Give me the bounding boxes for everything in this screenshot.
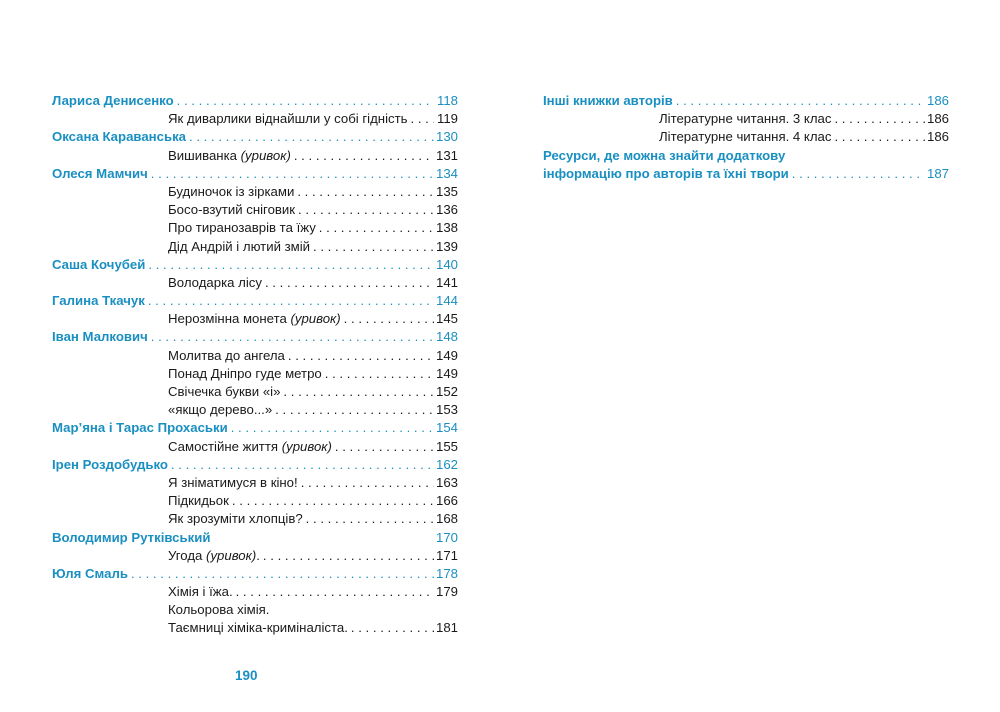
work-title: Про тиранозаврів та їжу [168,220,316,236]
page-ref: 186 [926,93,949,108]
toc-work-entry[interactable] [52,401,458,419]
dot-leader [280,383,434,401]
work-title: Самостійне життя (уривок) [168,438,332,454]
work-title: Хімія і їжа. [168,584,233,600]
dot-leader [272,401,434,419]
work-title: Як зрозуміти хлопців? [168,511,303,527]
dot-leader [303,510,434,528]
page-ref: 118 [436,93,458,108]
page-ref: 168 [435,511,458,527]
dot-leader [408,110,434,128]
toc-work-entry[interactable] [543,128,949,146]
work-title: Як диварлики віднайшли у собі гідність [168,111,408,127]
dot-leader [348,619,434,637]
dot-leader [260,547,434,565]
toc-author-entry[interactable] [52,292,458,310]
page-ref: 134 [435,165,458,181]
toc-section-entry[interactable] [543,147,949,165]
author-name: Ірен Роздобудько [52,456,168,472]
page-ref: 162 [435,456,458,472]
work-title: Понад Дніпро гуде метро [168,365,322,381]
work-title: Підкидьок [168,493,229,509]
page-ref: 171 [435,547,458,563]
dot-leader [174,92,434,110]
toc-work-entry[interactable] [52,547,458,565]
section-title: Ресурси, де можна знайти додаткову [543,147,786,163]
toc-work-entry[interactable] [52,619,458,637]
work-title: Дід Андрій і лютий змій [168,238,311,254]
dot-leader [148,165,434,183]
work-title: Нерозмінна монета (уривок) [168,311,341,327]
dot-leader [831,128,925,146]
author-name: Іван Малкович [52,329,148,345]
work-title: Угода (уривок). [168,547,260,563]
dot-leader [673,92,925,110]
page-ref: 154 [435,420,458,436]
dot-leader [285,347,434,365]
work-title: Літературне читання. 3 клас [659,111,832,127]
page-ref: 131 [435,147,458,163]
page-ref: 152 [435,384,458,399]
author-name: Володимир Рутківський [52,529,211,545]
page-ref: 148 [435,329,458,345]
toc-work-entry[interactable] [52,110,458,128]
author-name: Галина Ткачук [52,293,145,309]
page-number: 190 [235,668,258,683]
author-name: Мар’яна і Тарас Прохаськи [52,420,228,436]
page-ref: 144 [435,293,458,309]
page-ref: 141 [435,274,458,290]
dot-leader [233,583,434,601]
work-title: Будиночок із зірками [168,183,295,199]
page-ref: 170 [435,529,458,545]
excerpt-note: (уривок) [281,438,332,454]
toc-work-entry[interactable] [52,492,458,510]
toc-work-entry[interactable] [52,183,458,201]
toc-section-entry[interactable] [543,165,949,183]
toc-work-entry[interactable] [52,219,458,237]
toc-author-entry[interactable] [52,565,458,583]
page-ref: 179 [435,584,458,600]
dot-leader [316,219,434,237]
author-name: Лариса Денисенко [52,93,174,108]
section-title: інформацію про авторів та їхні твори [543,165,789,181]
toc-work-entry[interactable] [52,147,458,165]
toc-work-entry[interactable] [52,274,458,292]
toc-author-entry[interactable] [52,165,458,183]
dot-leader [295,201,434,219]
dot-leader [332,438,434,456]
page-ref: 149 [435,365,458,381]
page-ref: 140 [435,256,458,272]
page-ref: 166 [435,493,458,509]
dot-leader [789,165,925,183]
toc-work-entry[interactable] [52,474,458,492]
page-ref: 186 [926,129,949,145]
page-ref: 186 [926,111,949,127]
toc-author-entry[interactable] [52,419,458,437]
work-title: Володарка лісу [168,274,262,290]
work-title: Літературне читання. 4 клас [659,129,832,145]
toc-author-entry[interactable] [52,529,458,547]
dot-leader [228,419,434,437]
dot-leader [341,310,434,328]
dot-leader [145,256,434,274]
toc-author-entry[interactable] [52,256,458,274]
author-name: Саша Кочубей [52,256,146,272]
work-title: Босо-взутий сніговик [168,202,296,218]
toc-author-entry[interactable] [52,328,458,346]
dot-leader [229,492,434,510]
page-ref: 153 [435,402,458,418]
dot-leader [298,474,434,492]
toc-work-entry[interactable] [52,201,458,219]
toc-work-entry[interactable] [543,110,949,128]
work-title: Таємниці хіміка-криміналіста. [168,620,348,636]
work-title: Молитва до ангела [168,347,285,363]
dot-leader [262,274,434,292]
work-title: Свічечка букви «і» [168,384,281,399]
page-ref: 163 [435,474,458,490]
toc-work-entry[interactable] [52,438,458,456]
toc-author-entry[interactable] [52,128,458,146]
page-ref: 136 [435,202,458,218]
page-ref: 138 [435,220,458,236]
toc-left-column [52,92,458,638]
work-title: Кольорова хімія. [168,602,270,618]
page-ref: 135 [435,183,458,199]
page-ref: 149 [435,347,458,363]
toc-work-entry[interactable] [52,583,458,601]
work-title: Я зніматимуся в кіно! [168,474,298,490]
page-ref: 119 [436,111,458,127]
excerpt-note: (уривок) [290,311,341,327]
page-ref: 155 [435,438,458,454]
work-title: «якщо дерево...» [168,402,273,418]
dot-leader [310,238,434,256]
toc-work-entry[interactable] [52,383,458,401]
author-name: Олеся Мамчич [52,165,148,181]
toc-work-entry[interactable] [52,601,458,619]
toc-author-entry[interactable] [52,456,458,474]
page-ref: 139 [435,238,458,254]
author-name: Оксана Караванська [52,129,187,145]
dot-leader [168,456,434,474]
section-title: Інші книжки авторів [543,93,673,108]
author-name: Юля Смаль [52,565,128,581]
page-ref: 130 [435,129,458,145]
toc-author-entry[interactable] [52,92,458,110]
page-ref: 181 [435,620,458,636]
dot-leader [145,292,434,310]
dot-leader [291,147,434,165]
toc-work-entry[interactable] [52,310,458,328]
excerpt-note: (уривок) [206,547,257,563]
page-ref: 145 [435,311,458,327]
page-ref: 187 [926,165,949,181]
toc-section-entry[interactable] [543,92,949,110]
page-ref: 178 [435,565,458,581]
dot-leader [322,365,434,383]
toc-right-column [543,92,949,183]
excerpt-note: (уривок) [240,147,291,163]
dot-leader [128,565,434,583]
toc-work-entry[interactable] [52,365,458,383]
toc-work-entry[interactable] [52,510,458,528]
dot-leader [294,183,434,201]
dot-leader [831,110,925,128]
work-title: Вишиванка (уривок) [168,147,291,163]
toc-work-entry[interactable] [52,238,458,256]
toc-work-entry[interactable] [52,347,458,365]
dot-leader [148,328,434,346]
dot-leader [186,128,434,146]
